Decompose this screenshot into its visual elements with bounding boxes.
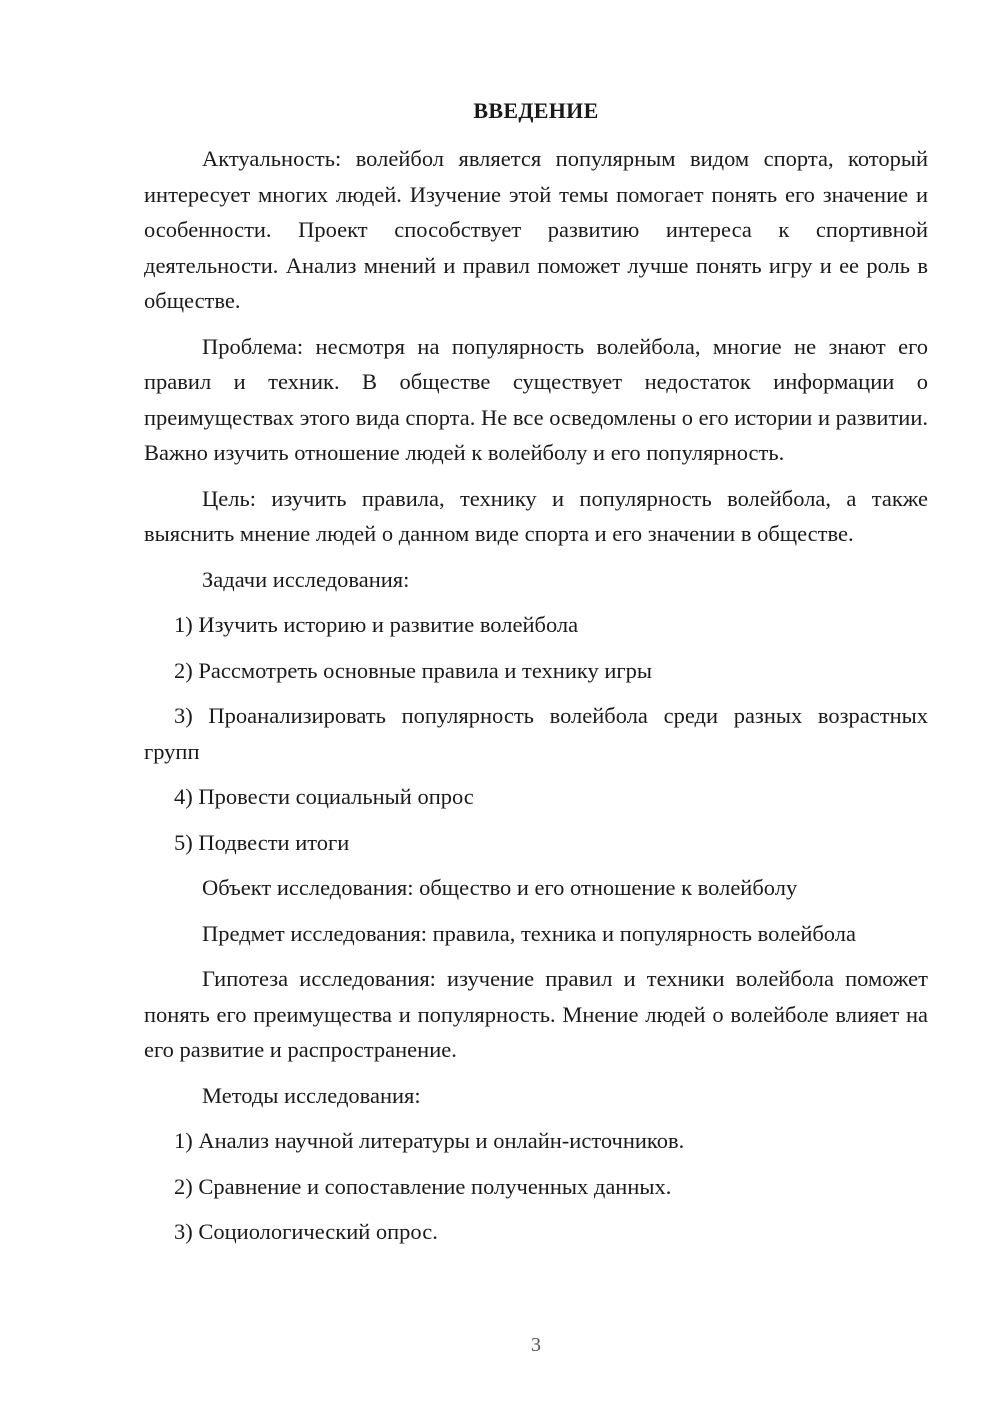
method-item: 3) Социологический опрос. [174,1219,438,1244]
method-item: 2) Сравнение и сопоставление полученных данных. [174,1173,672,1199]
page-title: ВВЕДЕНИЕ [473,98,599,123]
subject-paragraph: Предмет исследования: правила, техника и популярность волейбола [202,920,856,946]
document-body [144,141,928,1260]
method-item: 1) Анализ научной литературы и онлайн-источников. [174,1128,685,1153]
hypothesis-paragraph: Гипотеза исследования: изучение правил и техники волейбола поможет понять его преимущества и популярность. Мнение людей о волейболе влияет на его развитие и распространение. [144,966,928,1062]
task-item: 1) Изучить историю и развитие волейбола [174,612,579,637]
problem-paragraph: Проблема: несмотря на популярность волейбола, многие не знают его правил и техник. В обществе существует недостаток информации о преимуществах этого вида спорта. Не все осведомлены о его истории и развитии. Важно изучить отношение людей к волейболу и его популярность. [144,333,928,465]
methods-heading: Методы исследования: [202,1082,421,1108]
task-item: 2) Рассмотреть основные правила и технику игры [174,657,653,683]
task-item: 4) Провести социальный опрос [174,784,474,809]
relevance-paragraph: Актуальность: волейбол является популярным видом спорта, который интересует многих людей. Изучение этой темы помогает понять его значение и особенности. Проект способствует развитию интереса к спортивной деятельности. Анализ мнений и правил поможет лучше понять игру и ее роль в обществе. [144,146,928,313]
goal-paragraph: Цель: изучить правила, технику и популярность волейбола, а также выяснить мнение людей о данном виде спорта и его значении в обществе. [144,485,928,546]
tasks-heading: Задачи исследования: [202,566,410,592]
page-number: 3 [531,1334,541,1356]
task-item: 5) Подвести итоги [174,829,350,855]
task-item: 3) Проанализировать популярность волейбола среди разных возрастных групп [144,703,928,764]
object-paragraph: Объект исследования: общество и его отношение к волейболу [202,875,798,900]
